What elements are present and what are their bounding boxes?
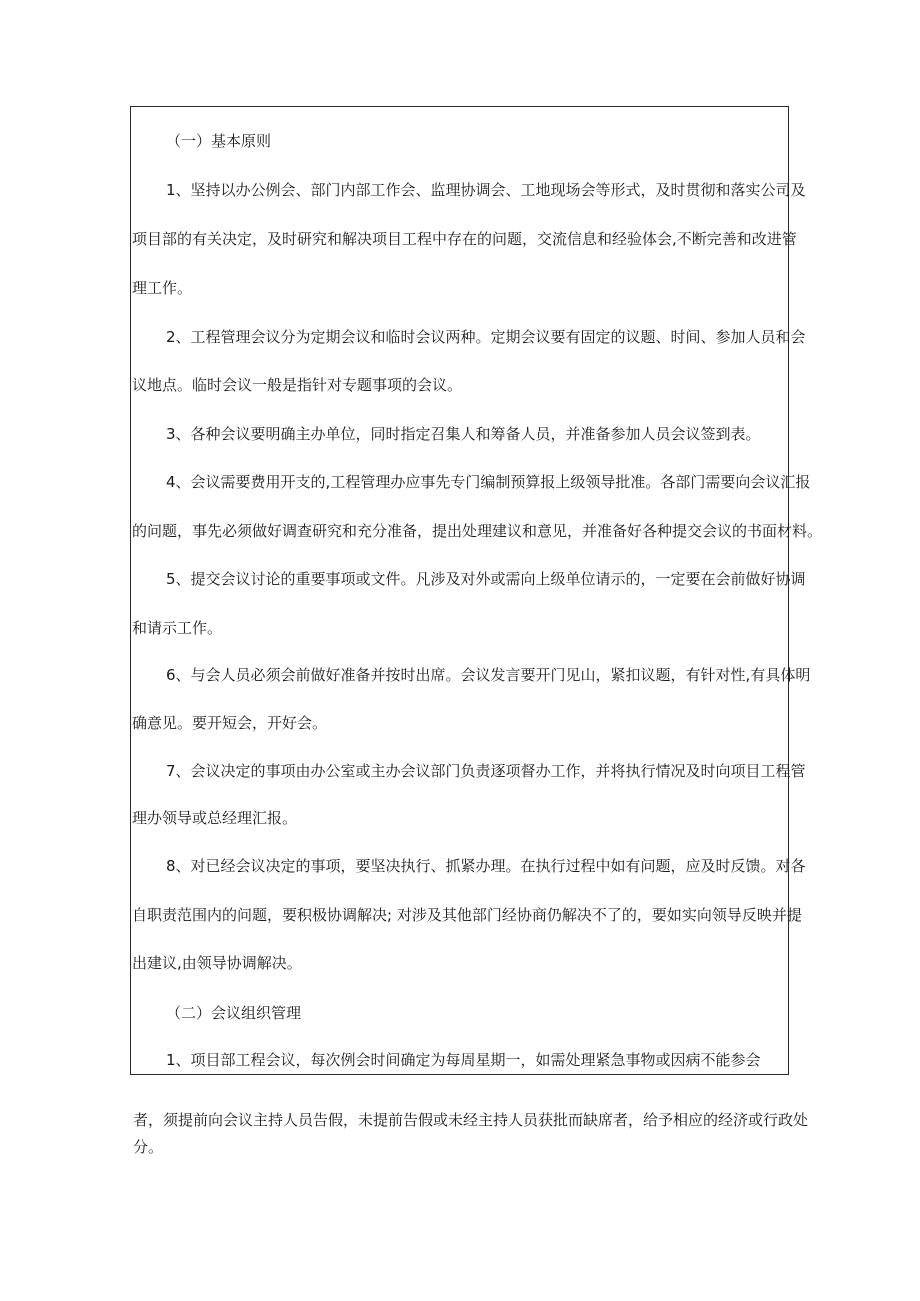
paragraph-7-line-1: 7、会议决定的事项由办公室或主办会议部门负责逐项督办工作，并将执行情况及时向项目工程管 (166, 762, 806, 780)
paragraph-1-line-1: 1、坚持以办公例会、部门内部工作会、监理协调会、工地现场会等形式，及时贯彻和落实公司及 (166, 181, 806, 199)
section-heading-basic-principles: （一）基本原则 (166, 132, 272, 150)
paragraph-3-line-1: 3、各种会议要明确主办单位，同时指定召集人和筹备人员，并准备参加人员会议签到表。 (166, 425, 761, 443)
paragraph-1-line-2: 项目部的有关决定，及时研究和解决项目工程中存在的问题，交流信息和经验体会,不断完善和改进管 (132, 230, 797, 248)
paragraph-6-line-1: 6、与会人员必须会前做好准备并按时出席。会议发言要开门见山，紧扣议题，有针对性,有具体明 (166, 666, 811, 684)
paragraph-9-line-2: 者，须提前向会议主持人员告假，未提前告假或未经主持人员获批而缺席者，给予相应的经济或行政处 (133, 1111, 809, 1129)
paragraph-5-line-2: 和请示工作。 (132, 619, 223, 637)
paragraph-9-line-1: 1、项目部工程会议，每次例会时间确定为每周星期一，如需处理紧急事物或因病不能参会 (166, 1051, 761, 1069)
paragraph-8-line-3: 出建议,由领导协调解决。 (132, 954, 302, 972)
paragraph-8-line-2: 自职责范围内的问题，要积极协调解决; 对涉及其他部门经协商仍解决不了的，要如实向领导反映并提 (132, 906, 802, 924)
paragraph-7-line-2: 理办领导或总经理汇报。 (132, 809, 298, 827)
paragraph-2-line-1: 2、工程管理会议分为定期会议和临时会议两种。定期会议要有固定的议题、时间、参加人员和会 (166, 328, 806, 346)
paragraph-8-line-1: 8、对已经会议决定的事项，要坚决执行、抓紧办理。在执行过程中如有问题，应及时反馈。对各 (166, 857, 806, 875)
section-heading-meeting-management: （二）会议组织管理 (166, 1004, 302, 1022)
paragraph-2-line-2: 议地点。临时会议一般是指针对专题事项的会议。 (132, 376, 463, 394)
paragraph-4-line-2: 的问题，事先必须做好调查研究和充分准备，提出处理建议和意见，并准备好各种提交会议的书面材料。 (132, 522, 823, 540)
paragraph-1-line-3: 理工作。 (132, 279, 193, 297)
paragraph-9-line-3: 分。 (133, 1138, 164, 1156)
document-frame (130, 106, 823, 1075)
paragraph-5-line-1: 5、提交会议讨论的重要事项或文件。凡涉及对外或需向上级单位请示的，一定要在会前做好协调 (166, 570, 806, 588)
paragraph-6-line-2: 确意见。要开短会，开好会。 (132, 714, 328, 732)
paragraph-4-line-1: 4、会议需要费用开支的,工程管理办应事先专门编制预算报上级领导批准。各部门需要向会议汇报 (166, 473, 811, 491)
